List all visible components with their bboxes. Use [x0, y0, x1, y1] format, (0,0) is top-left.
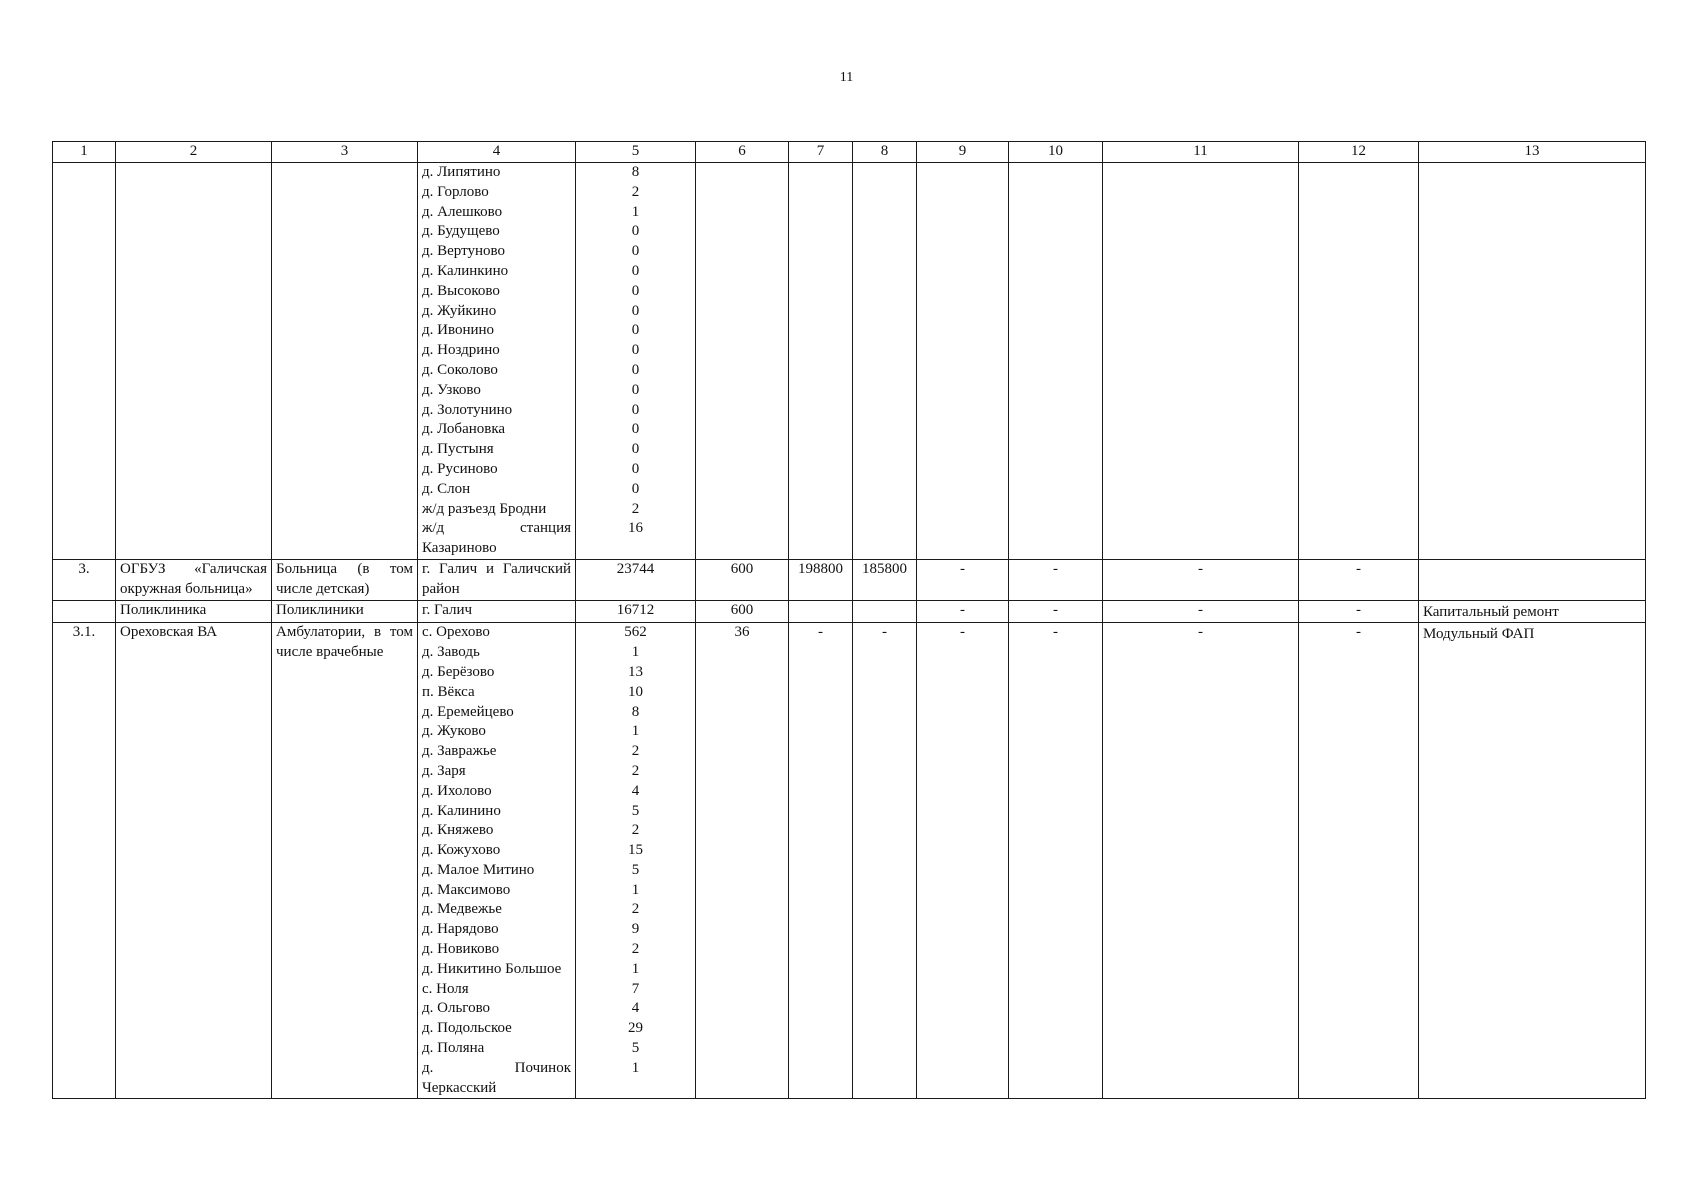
header-row: [53, 142, 1646, 163]
settlement-name: д. Горлово: [422, 183, 489, 200]
settlement-name: д. Заря: [422, 762, 466, 779]
header-cell: 6: [696, 142, 789, 163]
cell-value: -: [1103, 600, 1299, 623]
header-cell: 2: [116, 142, 272, 163]
settlement-name: д. Княжево: [422, 822, 494, 839]
settlement-name: ж/д разъезд Бродни: [422, 500, 547, 517]
population-value: 13: [628, 663, 643, 680]
cell-value: -: [853, 623, 917, 1099]
facility-type: Поликлиники: [272, 600, 418, 623]
population-value: 0: [631, 361, 640, 378]
cell: [1299, 163, 1419, 560]
population-value: 16712: [576, 600, 696, 623]
cell-value: 600: [696, 600, 789, 623]
cell-value: 198800: [789, 559, 853, 600]
settlement-name: п. Вёкса: [422, 683, 475, 700]
population-value: 16: [628, 520, 643, 537]
settlement-name: д. Никитино Большое: [422, 960, 562, 977]
settlement-name: д. Починок Черкасский: [422, 1059, 571, 1096]
row-number: 3.: [53, 559, 116, 600]
settlement-name: д. Пустыня: [422, 441, 494, 458]
spacer: [580, 539, 691, 559]
cell: [696, 163, 789, 560]
population-value: 0: [631, 421, 640, 438]
population-value: 8: [631, 703, 640, 720]
facilities-table: [52, 141, 1646, 1099]
row-number: [53, 163, 116, 560]
cell-value: -: [1299, 559, 1419, 600]
row-number: 3.1.: [53, 623, 116, 1099]
settlement-name: д. Нарядово: [422, 921, 499, 938]
population-value: 0: [631, 282, 640, 299]
population-value: 2: [631, 743, 640, 760]
facility-type: [272, 163, 418, 560]
population-value: 4: [631, 782, 640, 799]
table-row-polyclinic: [53, 600, 1646, 623]
settlement-name: д. Лобановка: [422, 421, 506, 438]
population-value: 2: [631, 901, 640, 918]
settlement-name: д. Будущево: [422, 223, 500, 240]
settlements-list: [418, 623, 576, 1099]
cell-value: 36: [696, 623, 789, 1099]
cell-value: -: [1103, 559, 1299, 600]
population-value: 2: [631, 500, 640, 517]
settlement-name: д. Липятино: [422, 164, 501, 180]
header-cell: 4: [418, 142, 576, 163]
population-value: 23744: [576, 559, 696, 600]
cell-value: -: [789, 623, 853, 1099]
population-list: [576, 163, 696, 560]
settlement-name: с. Орехово: [422, 624, 490, 641]
settlement-name: д. Калинино: [422, 802, 501, 819]
population-value: 2: [631, 183, 640, 200]
population-value: 0: [631, 460, 640, 477]
population-value: 0: [631, 243, 640, 260]
cell-value: -: [1103, 623, 1299, 1099]
cell-value: -: [1009, 600, 1103, 623]
settlement-name: д. Максимово: [422, 881, 511, 898]
population-value: 5: [631, 802, 640, 819]
facility-type: Больница (в том числе детская): [272, 559, 418, 600]
settlement-name: д. Поляна: [422, 1040, 485, 1057]
population-value: 0: [631, 223, 640, 240]
settlement-name: д. Берёзово: [422, 663, 495, 680]
header-cell: 13: [1419, 142, 1646, 163]
settlement-name: д. Медвежье: [422, 901, 502, 918]
facility-type: Амбулатории, в том числе врачебные: [272, 623, 418, 1099]
population-value: 15: [628, 842, 643, 859]
settlement-name: д. Калинкино: [422, 262, 509, 279]
settlement-name: ж/д станция Казариново: [422, 520, 571, 557]
settlement: г. Галич и Галичский район: [418, 559, 576, 600]
settlement-name: д. Завражье: [422, 743, 497, 760]
cell: [1419, 163, 1646, 560]
settlement-name: д. Слон: [422, 480, 471, 497]
header-cell: 8: [853, 142, 917, 163]
cell-value: 600: [696, 559, 789, 600]
population-value: 0: [631, 401, 640, 418]
settlement-name: д. Высоково: [422, 282, 500, 299]
population-value: 2: [631, 822, 640, 839]
settlement-name: д. Ольгово: [422, 1000, 491, 1017]
population-value: 7: [631, 980, 640, 997]
population-value: 8: [631, 164, 640, 180]
settlement-name: д. Соколово: [422, 361, 498, 378]
population-value: 4: [631, 1000, 640, 1017]
population-value: 0: [631, 322, 640, 339]
cell-value: -: [917, 559, 1009, 600]
settlement-name: с. Ноля: [422, 980, 469, 997]
population-value: 2: [631, 762, 640, 779]
population-value: 0: [631, 342, 640, 359]
row-number: [53, 600, 116, 623]
settlement-name: д. Подольское: [422, 1020, 512, 1037]
facility-name: ОГБУЗ «Галичская окружная больница»: [116, 559, 272, 600]
header-cell: 12: [1299, 142, 1419, 163]
settlement-name: д. Узково: [422, 381, 481, 398]
settlement-name: д. Малое Митино: [422, 861, 535, 878]
population-value: 2: [631, 941, 640, 958]
cell-value: -: [1009, 623, 1103, 1099]
settlements-list: [418, 163, 576, 560]
population-value: 0: [631, 262, 640, 279]
table-row-hospital: [53, 559, 1646, 600]
population-value: 1: [631, 1059, 640, 1076]
cell-value: -: [917, 600, 1009, 623]
cell: [1009, 163, 1103, 560]
header-cell: 11: [1103, 142, 1299, 163]
cell-value: 185800: [853, 559, 917, 600]
cell: [789, 163, 853, 560]
header-cell: 5: [576, 142, 696, 163]
header-cell: 9: [917, 142, 1009, 163]
cell: [917, 163, 1009, 560]
header-cell: 7: [789, 142, 853, 163]
cell: [1103, 163, 1299, 560]
table-row-ambulatory: [53, 623, 1646, 1099]
note-text: Модульный ФАП: [1419, 623, 1646, 1099]
note-text: Капитальный ремонт: [1419, 600, 1646, 623]
population-value: 0: [631, 302, 640, 319]
settlement-name: д. Алешково: [422, 203, 503, 220]
population-list: [576, 623, 696, 1099]
population-value: 0: [631, 381, 640, 398]
settlement: г. Галич: [418, 600, 576, 623]
cell-value: -: [1299, 623, 1419, 1099]
population-value: 1: [631, 644, 640, 661]
facility-name: [116, 163, 272, 560]
facility-name: Поликлиника: [116, 600, 272, 623]
cell-value: [1419, 559, 1646, 600]
cell-value: [789, 600, 853, 623]
cell-value: [853, 600, 917, 623]
settlement-name: д. Вертуново: [422, 243, 505, 260]
page-number: 11: [839, 70, 854, 85]
settlement-name: д. Русиново: [422, 460, 498, 477]
population-value: 9: [631, 921, 640, 938]
population-value: 1: [631, 203, 640, 220]
population-value: 1: [631, 960, 640, 977]
header-cell: 1: [53, 142, 116, 163]
population-value: 29: [628, 1020, 643, 1037]
settlement-name: д. Жуйкино: [422, 302, 497, 319]
cell-value: -: [1009, 559, 1103, 600]
settlement-name: д. Кожухово: [422, 842, 501, 859]
settlement-name: д. Еремейцево: [422, 703, 514, 720]
cell-value: -: [917, 623, 1009, 1099]
settlement-name: д. Ихолово: [422, 782, 492, 799]
population-value: 5: [631, 1040, 640, 1057]
settlement-name: д. Ивонино: [422, 322, 495, 339]
settlement-name: д. Золотунино: [422, 401, 513, 418]
header-cell: 10: [1009, 142, 1103, 163]
settlement-name: д. Заводь: [422, 644, 480, 661]
population-value: 0: [631, 441, 640, 458]
header-cell: 3: [272, 142, 418, 163]
population-value: 562: [624, 624, 647, 641]
cell: [853, 163, 917, 560]
population-value: 1: [631, 881, 640, 898]
population-value: 5: [631, 861, 640, 878]
table-row-continuation: [53, 163, 1646, 560]
settlement-name: д. Жуково: [422, 723, 486, 740]
settlement-name: д. Новиково: [422, 941, 500, 958]
population-value: 10: [628, 683, 643, 700]
population-value: 0: [631, 480, 640, 497]
population-value: 1: [631, 723, 640, 740]
settlement-name: д. Ноздрино: [422, 342, 500, 359]
facility-name: Ореховская ВА: [116, 623, 272, 1099]
spacer: [580, 1079, 691, 1099]
cell-value: -: [1299, 600, 1419, 623]
